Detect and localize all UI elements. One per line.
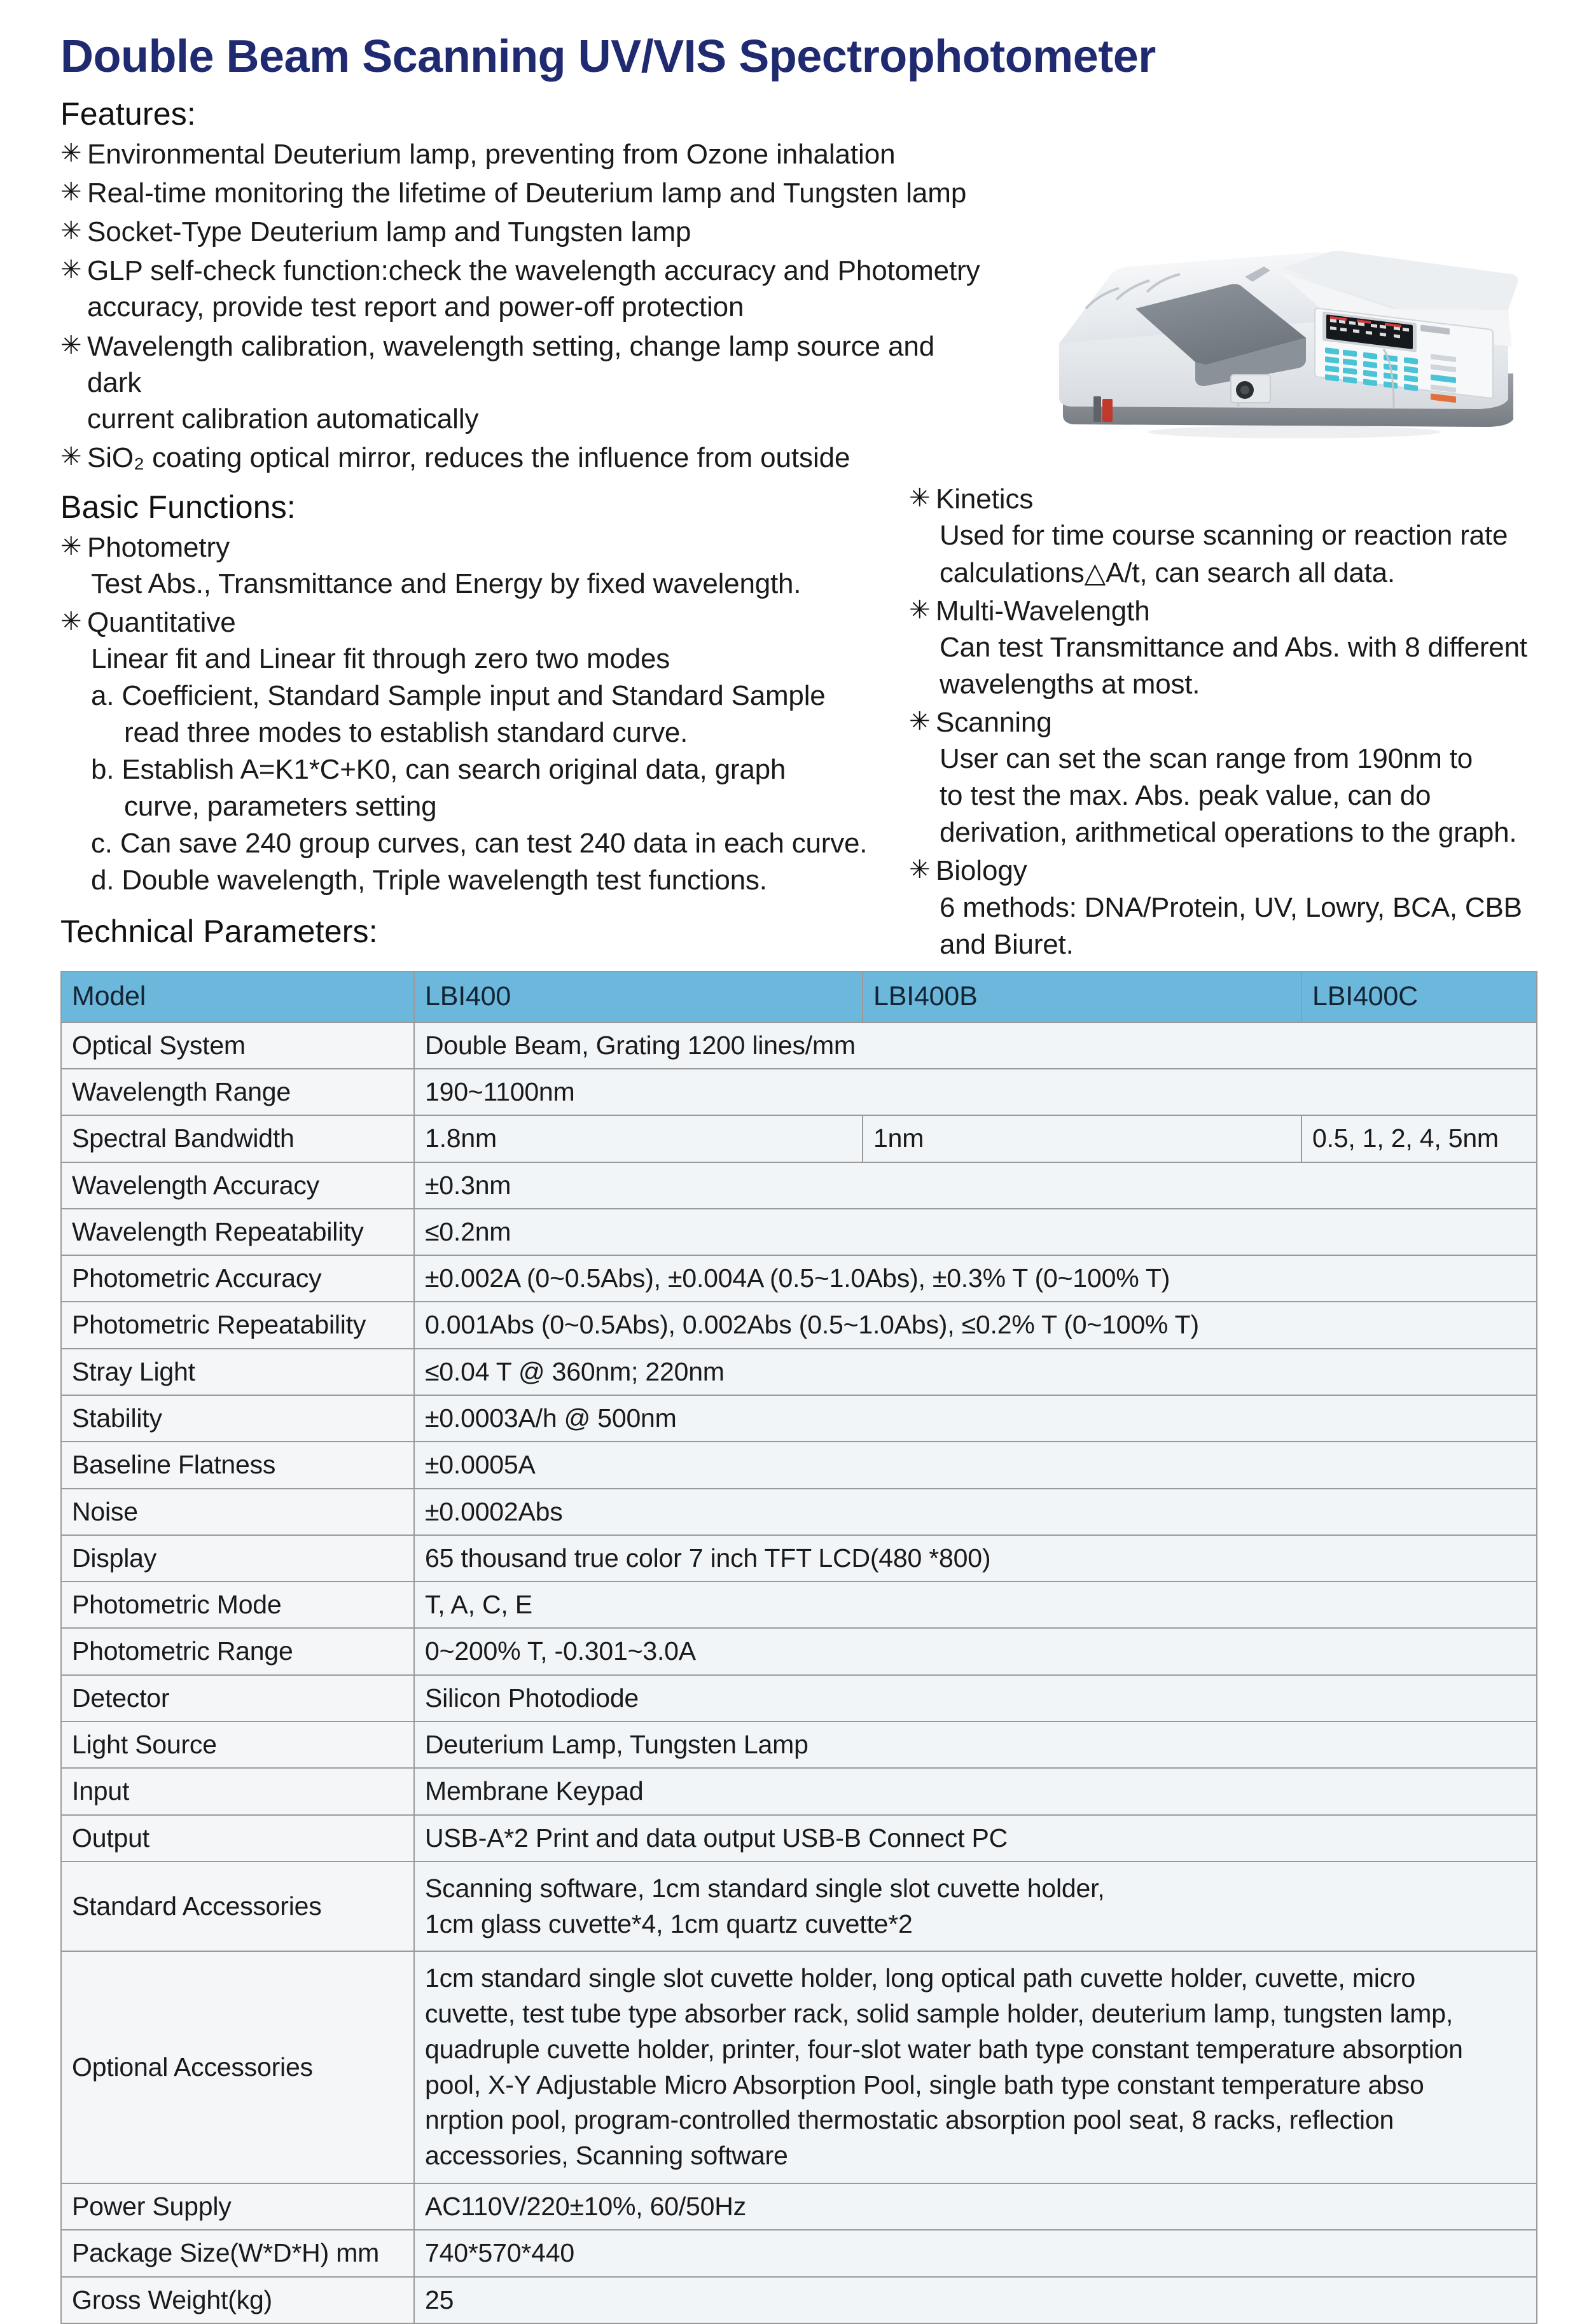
row-value: Scanning software, 1cm standard single slot cuvette holder, 1cm glass cuvette*4, 1cm quartz cuvette*2 [414,1861,1537,1952]
asterisk-bullet-icon: ✳ [909,707,931,735]
product-photo [1040,213,1549,449]
table-row [61,1162,1537,1209]
row-value-lbi400c: 0.5, 1, 2, 4, 5nm [1301,1115,1537,1162]
function-description-line-1: User can set the scan range from 190nm to [940,743,1473,775]
asterisk-bullet-icon: ✳ [909,484,931,513]
feature-text [87,328,996,438]
feature-item [60,328,996,438]
functions-left-column [60,481,887,964]
function-description-line-3: derivation, arithmetical operations to the graph. [940,817,1517,849]
row-label: Light Source [61,1722,414,1768]
feature-text: SiO₂ coating optical mirror, reduces the influence from outside [87,442,850,474]
function-group-quantitative [60,604,887,900]
asterisk-bullet-icon: ✳ [60,216,82,245]
basic-functions-heading: Basic Functions: [60,489,296,525]
feature-item [60,214,996,250]
row-value: 0~200% T, -0.301~3.0A [414,1628,1537,1674]
function-title-row [909,704,1536,741]
function-description-line-2: and Biuret. [940,928,1074,960]
function-description-line-1: Can test Transmittance and Abs. with 8 different [940,631,1527,663]
features-list [60,136,996,477]
subitem-line-2: curve, parameters setting [124,791,437,823]
technical-parameters-table [60,971,1537,2324]
row-label: Photometric Range [61,1628,414,1674]
row-label: Wavelength Range [61,1069,414,1115]
table-row [61,1115,1537,1162]
asterisk-bullet-icon: ✳ [60,607,82,636]
row-value: 190~1100nm [414,1069,1537,1115]
table-row [61,1302,1537,1348]
function-name: Multi-Wavelength [936,595,1150,627]
row-value: Deuterium Lamp, Tungsten Lamp [414,1722,1537,1768]
feature-line-1: Wavelength calibration, wavelength setting, change lamp source and dark [87,330,935,398]
row-value: 25 [414,2277,1537,2323]
row-value: Silicon Photodiode [414,1675,1537,1722]
table-row [61,1722,1537,1768]
subitem-line-1: a. Coefficient, Standard Sample input and Standard Sample [91,679,826,711]
row-value-lbi400: 1.8nm [414,1115,863,1162]
technical-parameters-table-wrap [60,971,1536,2324]
feature-item [60,253,996,325]
feature-line-1: GLP self-check function:check the wavelength accuracy and Photometry [87,255,980,287]
feature-line-2: accuracy, provide test report and power-off protection [87,291,744,323]
row-value: Double Beam, Grating 1200 lines/mm [414,1022,1537,1069]
row-label: Package Size(W*D*H) mm [61,2230,414,2276]
functions-right-column [887,481,1536,964]
function-description-line-2: calculations△A/t, can search all data. [940,557,1395,588]
subitem-line-1: b. Establish A=K1*C+K0, can search original data, graph [91,753,786,785]
function-group-kinetics [909,481,1536,591]
function-description-line-2: to test the max. Abs. peak value, can do [940,780,1431,812]
row-label: Noise [61,1489,414,1535]
table-row [61,2183,1537,2230]
asterisk-bullet-icon: ✳ [60,532,82,561]
row-label: Photometric Accuracy [61,1255,414,1302]
function-group-scanning [909,704,1536,851]
table-row [61,1815,1537,1861]
asterisk-bullet-icon: ✳ [60,331,82,359]
row-value: ≤0.04 T @ 360nm; 220nm [414,1349,1537,1395]
row-label: Gross Weight(kg) [61,2277,414,2323]
page-title: Double Beam Scanning UV/VIS Spectrophotometer [60,31,1156,82]
feature-line-2: current calibration automatically [87,403,479,435]
function-subitem [60,751,887,825]
table-row [61,1768,1537,1814]
function-name: Kinetics [936,484,1034,515]
table-row [61,1951,1537,2183]
function-title-row [60,529,887,566]
asterisk-bullet-icon: ✳ [909,856,931,884]
asterisk-bullet-icon: ✳ [60,139,82,167]
feature-item [60,175,996,211]
feature-item [60,440,996,476]
row-value: 740*570*440 [414,2230,1537,2276]
row-value: 65 thousand true color 7 inch TFT LCD(480 *800) [414,1535,1537,1582]
subitem-line-2: read three modes to establish standard curve. [124,716,688,748]
column-header-model: Model [61,971,414,1022]
table-row [61,1489,1537,1535]
row-value: 0.001Abs (0~0.5Abs), 0.002Abs (0.5~1.0Abs), ≤0.2% T (0~100% T) [414,1302,1537,1348]
table-row [61,1442,1537,1488]
asterisk-bullet-icon: ✳ [60,256,82,284]
function-name: Photometry [87,532,230,564]
row-value: T, A, C, E [414,1582,1537,1628]
column-header-lbi400b: LBI400B [863,971,1301,1022]
row-label: Stray Light [61,1349,414,1395]
table-row [61,1628,1537,1674]
features-block [60,95,996,477]
row-label: Photometric Repeatability [61,1302,414,1348]
table-row [61,1255,1537,1302]
row-label: Wavelength Repeatability [61,1209,414,1255]
function-description-line-2: wavelengths at most. [940,668,1200,700]
table-row [61,1349,1537,1395]
row-label: Spectral Bandwidth [61,1115,414,1162]
features-zone [60,95,1536,477]
features-heading: Features: [60,95,197,132]
row-label: Output [61,1815,414,1861]
asterisk-bullet-icon: ✳ [60,177,82,206]
row-value: USB-A*2 Print and data output USB-B Connect PC [414,1815,1537,1861]
row-label: Power Supply [61,2183,414,2230]
row-value: ±0.0005A [414,1442,1537,1488]
function-name: Biology [936,855,1027,887]
row-label: Detector [61,1675,414,1722]
row-label: Standard Accessories [61,1861,414,1952]
table-row [61,1675,1537,1722]
table-row [61,1535,1537,1582]
table-row [61,1861,1537,1952]
feature-text: Real-time monitoring the lifetime of Deuterium lamp and Tungsten lamp [87,177,967,209]
table-body [61,1022,1537,2323]
function-description: Test Abs., Transmittance and Energy by fixed wavelength. [91,568,801,600]
subitem-line-1: c. Can save 240 group curves, can test 240 data in each curve. [91,828,868,859]
technical-parameters-heading: Technical Parameters: [60,914,378,950]
table-header-row [61,971,1537,1022]
row-label: Baseline Flatness [61,1442,414,1488]
subitem-line-1: d. Double wavelength, Triple wavelength test functions. [91,865,767,896]
row-value: AC110V/220±10%, 60/50Hz [414,2183,1537,2230]
function-group-biology [909,852,1536,963]
function-group-photometry [60,529,887,602]
row-label: Wavelength Accuracy [61,1162,414,1209]
function-description: Linear fit and Linear fit through zero two modes [91,643,670,674]
row-label: Input [61,1768,414,1814]
table-row [61,2277,1537,2323]
function-name: Scanning [936,706,1052,738]
feature-text: Environmental Deuterium lamp, preventing from Ozone inhalation [87,138,896,170]
table-row [61,1395,1537,1442]
function-title-row [60,604,887,641]
function-group-multi-wavelength [909,593,1536,703]
table-row [61,2230,1537,2276]
column-header-lbi400c: LBI400C [1301,971,1537,1022]
spectrophotometer-illustration [1040,213,1549,449]
table-row [61,1209,1537,1255]
row-value: Membrane Keypad [414,1768,1537,1814]
column-header-lbi400: LBI400 [414,971,863,1022]
row-value: 1cm standard single slot cuvette holder, long optical path cuvette holder, cuvette, micro cuvette, test tube type absorber rack, solid sample holder, deuterium lamp, tungsten lamp, quadruple cuvette holder, printer, four-slot water bath type constant temperature absorption pool, X-Y Adjustable Micro Absorption Pool, single bath type constant temperature abso nrption pool, program-controlled thermostatic absorption pool seat, 8 racks, reflection accessories, Scanning software [414,1951,1537,2183]
function-title-row [909,593,1536,629]
table-row [61,1582,1537,1628]
row-value: ±0.0003A/h @ 500nm [414,1395,1537,1442]
row-label: Optical System [61,1022,414,1069]
power-switch [1102,399,1113,422]
function-title-row [909,481,1536,517]
row-value: ±0.0002Abs [414,1489,1537,1535]
function-subitem [60,862,887,899]
asterisk-bullet-icon: ✳ [60,443,82,471]
row-label: Display [61,1535,414,1582]
table-row [61,1069,1537,1115]
feature-item [60,136,996,172]
feature-text: Socket-Type Deuterium lamp and Tungsten lamp [87,216,691,247]
function-description-line-1: Used for time course scanning or reaction rate [940,520,1508,552]
photo-shadow [1148,426,1441,438]
function-subitem [60,678,887,751]
row-value: ≤0.2nm [414,1209,1537,1255]
function-subitem [60,825,887,862]
feature-text [87,253,996,325]
basic-functions-zone [60,481,1536,964]
asterisk-bullet-icon: ✳ [909,595,931,624]
table-row [61,1022,1537,1069]
function-description-line-1: 6 methods: DNA/Protein, UV, Lowry, BCA, CBB [940,891,1522,923]
function-title-row [909,852,1536,889]
row-value: ±0.3nm [414,1162,1537,1209]
row-label: Optional Accessories [61,1951,414,2183]
row-value-lbi400b: 1nm [863,1115,1301,1162]
row-label: Photometric Mode [61,1582,414,1628]
row-value: ±0.002A (0~0.5Abs), ±0.004A (0.5~1.0Abs), ±0.3% T (0~100% T) [414,1255,1537,1302]
row-label: Stability [61,1395,414,1442]
function-name: Quantitative [87,606,236,638]
